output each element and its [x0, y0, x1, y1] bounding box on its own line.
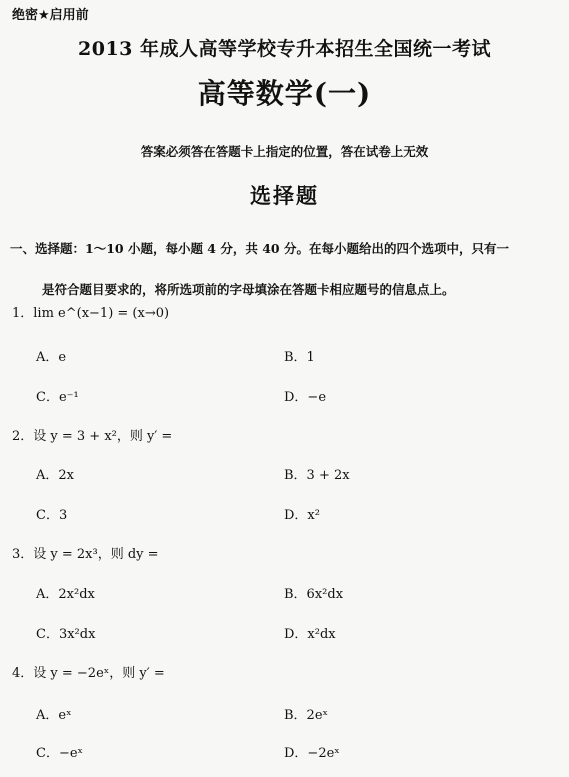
question-1-stem: 1．lim e^(x−1) = (x→0) — [12, 306, 170, 321]
question-4-option-d: D．−2eˣ — [284, 746, 340, 761]
question-1-option-c: C．e⁻¹ — [36, 390, 79, 405]
question-4-option-c: C．−eˣ — [36, 746, 84, 761]
instructions-line-2: 是符合题目要求的，将所选项前的字母填涂在答题卡相应题号的信息点上。 — [42, 282, 455, 297]
question-1-option-d: D．−e — [284, 390, 327, 405]
instructions-line-1: 一、选择题：1～10 小题，每小题 4 分，共 40 分。在每小题给出的四个选项中，只有一 — [10, 241, 509, 256]
section-instructions — [10, 228, 558, 310]
question-2-option-d: D．x² — [284, 508, 320, 523]
confidential-label: 绝密★启用前 — [12, 8, 89, 23]
subject-title: 高等数学(一) — [197, 77, 372, 110]
exam-title: 2013 年成人高等学校专升本招生全国统一考试 — [78, 38, 491, 60]
question-4-stem: 4．设 y = −2eˣ，则 y′ = — [12, 666, 165, 681]
question-2-option-a: A．2x — [36, 468, 74, 483]
question-4-option-b: B．2eˣ — [284, 708, 329, 723]
question-1-option-a: A．e — [36, 350, 67, 365]
question-2-stem: 2．设 y = 3 + x²，则 y′ = — [12, 429, 173, 444]
question-2-option-c: C．3 — [36, 508, 68, 523]
answer-notice: 答案必须答在答题卡上指定的位置，答在试卷上无效 — [140, 144, 429, 159]
question-3-option-b: B．6x²dx — [284, 587, 344, 602]
question-3-option-a: A．2x²dx — [36, 587, 95, 602]
section-title: 选择题 — [250, 183, 319, 208]
question-3-stem: 3．设 y = 2x³，则 dy = — [12, 547, 159, 562]
question-3-option-d: D．x²dx — [284, 627, 336, 642]
question-2-option-b: B．3 + 2x — [284, 468, 350, 483]
question-3-option-c: C．3x²dx — [36, 627, 96, 642]
question-1-option-b: B．1 — [284, 350, 315, 365]
question-4-option-a: A．eˣ — [36, 708, 72, 723]
